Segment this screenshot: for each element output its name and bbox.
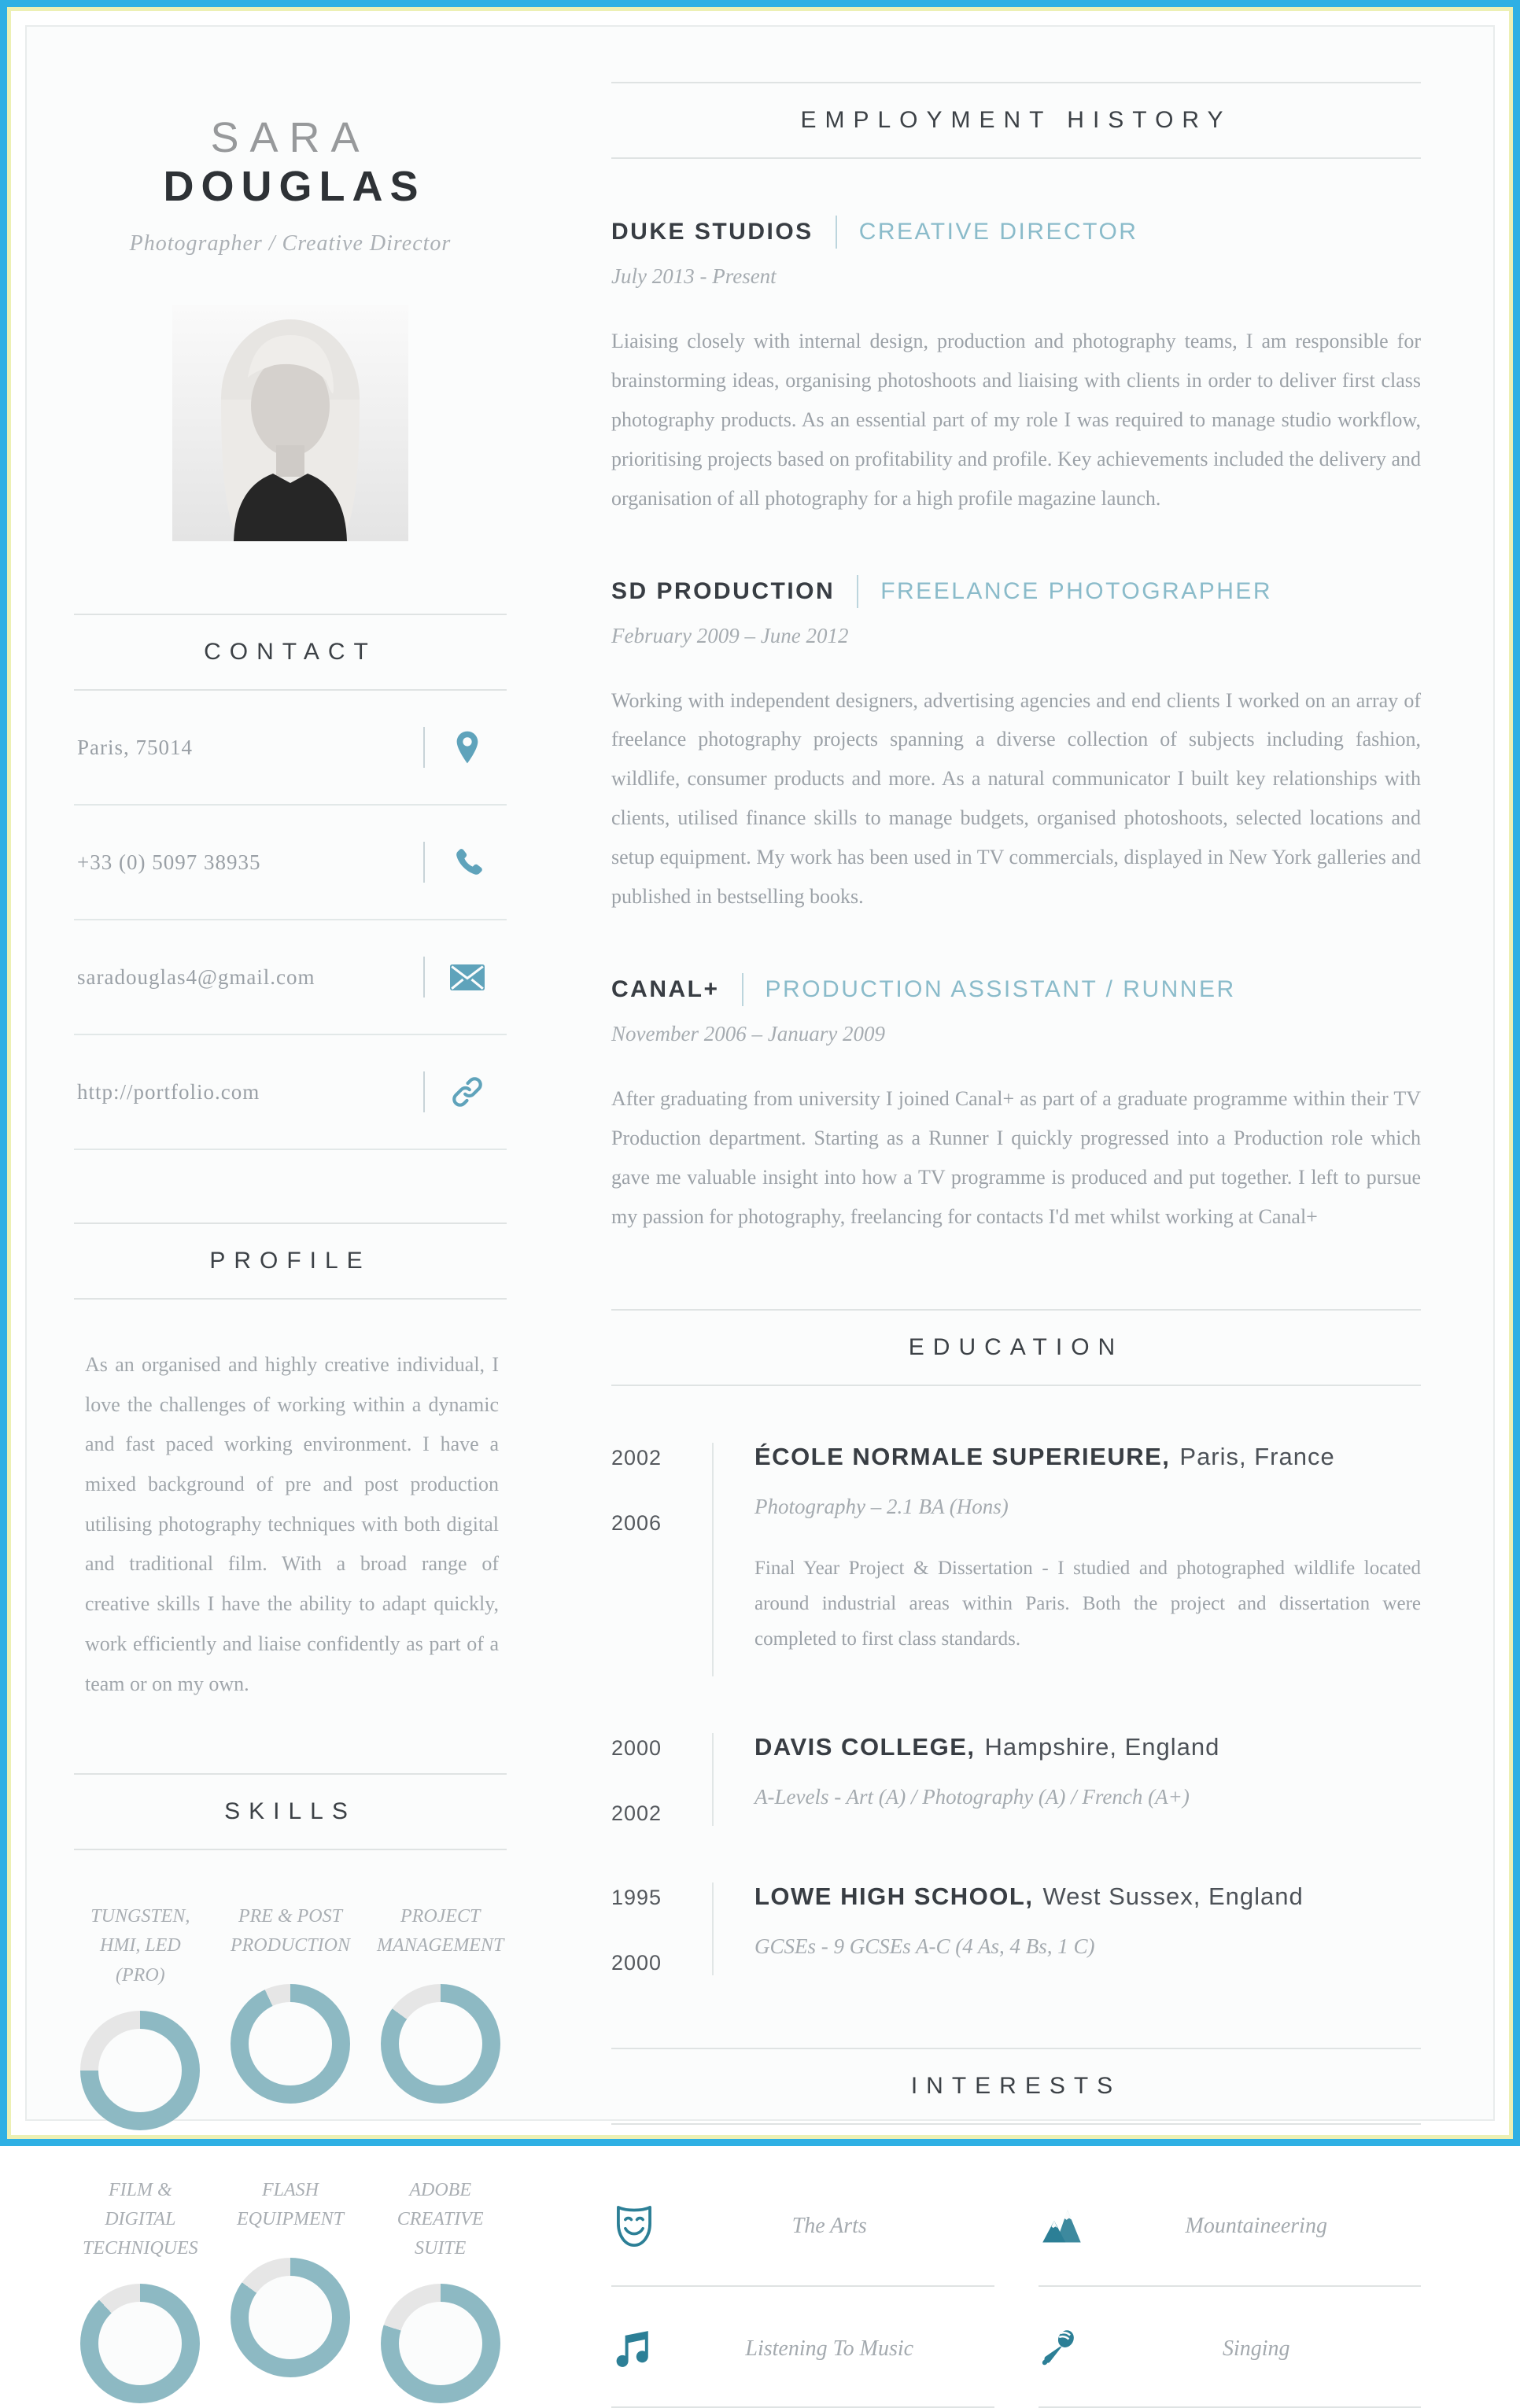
skill-film-digital — [74, 2176, 207, 2404]
contact-row-email — [74, 920, 507, 1035]
school-name: ÉCOLE NORMALE SUPERIEURE, Paris, France — [754, 1442, 1335, 1470]
donut-hole — [98, 2302, 182, 2385]
year-start: 2000 — [611, 1735, 662, 1760]
contact-location: Paris, 75014 — [77, 735, 193, 759]
left-column — [27, 27, 542, 2259]
education-content — [754, 1443, 1421, 1676]
skill-pre-post-production — [224, 1902, 357, 2130]
first-name: SARA — [210, 114, 371, 161]
divider — [712, 1883, 714, 1975]
education-years — [611, 1733, 690, 1826]
portrait-placeholder-image — [172, 305, 408, 541]
donut-hole — [399, 2302, 482, 2385]
divider — [423, 842, 425, 883]
interest-listening-to-music — [611, 2287, 994, 2408]
phone-icon — [431, 846, 504, 879]
skill-donut-chart — [80, 2284, 200, 2403]
interest-label: Mountaineering — [1185, 2213, 1327, 2238]
skill-donut-chart — [381, 2284, 500, 2403]
education-entry-ens — [611, 1443, 1421, 1676]
skill-donut-chart — [381, 1984, 500, 2104]
job-title-row — [611, 973, 1421, 1006]
skill-label: ADOBE CREATIVE SUITE — [397, 2179, 484, 2259]
job-role: CREATIVE DIRECTOR — [858, 219, 1138, 245]
education-heading: EDUCATION — [611, 1309, 1421, 1386]
qualification: GCSEs - 9 GCSEs A-C (4 As, 4 Bs, 1 C) — [754, 1934, 1095, 1958]
interests-grid — [611, 2163, 1421, 2408]
education-detail: Final Year Project & Dissertation - I studied and photographed wildlife located around industrial areas within Paris. Both the project and dissertation were completed to first class standards. — [754, 1557, 1421, 1650]
year-end: 2000 — [611, 1950, 662, 1975]
year-start: 1995 — [611, 1885, 662, 1909]
theater-masks-icon — [613, 2203, 670, 2249]
qualification: Photography – 2.1 BA (Hons) — [754, 1494, 1009, 1518]
job-description: Working with independent designers, advertising agencies and end clients I worked on an array of freelance photography projects spanning a diverse collection of subjects including fashion, wildlife, consumer products and more. As a natural communicator I built key relationships with clients, utilised finance skills to manage budgets, organised photoshoots, selected locations and setup equipment. My work has been used in TV commercials, displayed in New York galleries and published in bestselling books. — [611, 688, 1421, 909]
contact-email[interactable]: saradouglas4@gmail.com — [77, 964, 315, 989]
divider — [742, 973, 743, 1006]
donut-hole — [249, 2002, 332, 2085]
profile-text: As an organised and highly creative individual, I love the challenges of working within a dynamic and fast paced working environment. I have a mixed background of pre and post production utilising photography techniques with both digital and traditional film. With a broad range of creative skills I have the ability to adapt quickly, work efficiently and liaise confidently as part of a team or on my own. — [85, 1353, 499, 1695]
name-block — [74, 113, 507, 256]
job-role: FREELANCE PHOTOGRAPHER — [880, 577, 1273, 604]
skills-grid — [74, 1902, 507, 2403]
contact-row-location — [74, 691, 507, 806]
job-description: After graduating from university I joined Canal+ as part of a graduate programme within their TV Production department. Starting as a Runner I quickly progressed into a Production role which gave me valuable insight into how a TV programme is produced and put together. I left to pursue my passion for photography, freelancing for contacts I'd met whilst working at Canal+ — [611, 1086, 1421, 1228]
education-content — [754, 1733, 1421, 1826]
qualification: A-Levels - Art (A) / Photography (A) / French (A+) — [754, 1784, 1190, 1809]
interests-heading: INTERESTS — [611, 2048, 1421, 2125]
divider — [836, 216, 837, 249]
right-column — [542, 27, 1493, 2361]
skill-donut-chart — [80, 2011, 200, 2130]
interest-label: The Arts — [791, 2213, 867, 2238]
company-name: DUKE STUDIOS — [611, 219, 813, 245]
donut-hole — [249, 2276, 332, 2359]
skill-label: PROJECT MANAGEMENT — [377, 1906, 504, 1956]
interest-singing — [1039, 2287, 1422, 2408]
divider — [857, 575, 858, 608]
school-name: LOWE HIGH SCHOOL, West Sussex, England — [754, 1882, 1304, 1910]
year-end: 2006 — [611, 1510, 662, 1535]
job-description: Liaising closely with internal design, production and photography teams, I am responsible for brainstorming ideas, organising photoshoots and liaising with clients in order to deliver first class photography products. As an essential part of my role I was required to manage studio workflow, prioritising projects based on profitability and profile. Key achievements included the delivery and organisation of all photography for a high profile magazine launch. — [611, 330, 1421, 510]
job-dates: July 2013 - Present — [611, 264, 777, 288]
contact-phone: +33 (0) 5097 38935 — [77, 850, 261, 874]
job-title-row — [611, 575, 1421, 608]
company-name: SD PRODUCTION — [611, 577, 836, 604]
link-icon — [431, 1075, 504, 1108]
job-subtitle: Photographer / Creative Director — [129, 231, 452, 256]
resume-page-inner — [7, 7, 1513, 2361]
divider — [423, 727, 425, 768]
divider — [712, 1443, 714, 1676]
school-name: DAVIS COLLEGE, Hampshire, England — [754, 1732, 1220, 1761]
job-duke-studios — [611, 216, 1421, 518]
contact-website[interactable]: http://portfolio.com — [77, 1079, 260, 1104]
job-title-row — [611, 216, 1421, 249]
skill-label: PRE & POST PRODUCTION — [230, 1906, 350, 1956]
skill-label: FILM & DIGITAL TECHNIQUES — [82, 2179, 198, 2259]
mountains-icon — [1040, 2207, 1097, 2245]
profile-heading: PROFILE — [74, 1222, 507, 1300]
profile-photo — [172, 305, 408, 541]
divider — [423, 1071, 425, 1112]
skill-donut-chart — [231, 2258, 350, 2377]
music-note-icon — [613, 2329, 670, 2369]
job-dates: November 2006 – January 2009 — [611, 1021, 885, 1045]
contact-row-website — [74, 1035, 507, 1150]
donut-hole — [399, 2002, 482, 2085]
divider — [423, 957, 425, 997]
job-sd-production — [611, 575, 1421, 916]
education-years — [611, 1883, 690, 1975]
interest-label: Singing — [1222, 2336, 1290, 2361]
donut-hole — [98, 2029, 182, 2112]
page-title — [74, 113, 507, 211]
interest-label: Listening To Music — [745, 2336, 914, 2361]
divider — [712, 1733, 714, 1826]
skill-label: FLASH EQUIPMENT — [237, 2179, 344, 2229]
skill-flash-equipment — [224, 2176, 357, 2404]
contact-heading: CONTACT — [74, 614, 507, 691]
location-pin-icon — [431, 730, 504, 765]
contact-row-phone — [74, 806, 507, 920]
job-role: PRODUCTION ASSISTANT / RUNNER — [765, 975, 1236, 1002]
job-canal-plus — [611, 973, 1421, 1237]
job-dates: February 2009 – June 2012 — [611, 623, 849, 647]
skill-label: TUNGSTEN, HMI, LED (PRO) — [90, 1906, 190, 1986]
interest-mountaineering — [1039, 2163, 1422, 2287]
skill-project-management — [374, 1902, 507, 2130]
skill-donut-chart — [231, 1984, 350, 2104]
microphone-icon — [1040, 2328, 1097, 2370]
last-name: DOUGLAS — [163, 163, 426, 210]
education-entry-lowe — [611, 1883, 1421, 1975]
resume-card — [25, 25, 1495, 2361]
year-end: 2002 — [611, 1801, 662, 1825]
education-entry-davis — [611, 1733, 1421, 1826]
education-content — [754, 1883, 1421, 1975]
interest-the-arts — [611, 2163, 994, 2287]
skill-tungsten — [74, 1902, 207, 2130]
envelope-icon — [431, 964, 504, 990]
company-name: CANAL+ — [611, 975, 720, 1002]
employment-heading: EMPLOYMENT HISTORY — [611, 82, 1421, 159]
skills-heading: SKILLS — [74, 1773, 507, 1850]
education-years — [611, 1443, 690, 1676]
skill-adobe-creative-suite — [374, 2176, 507, 2404]
year-start: 2002 — [611, 1445, 662, 1470]
